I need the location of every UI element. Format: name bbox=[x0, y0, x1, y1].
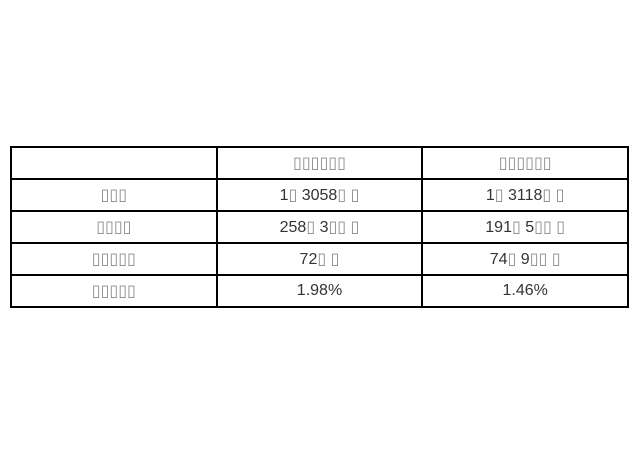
header-period-2: ▯▯▯▯▯▯ bbox=[422, 147, 628, 179]
row-label: ▯▯▯ bbox=[11, 179, 217, 211]
table-row bbox=[11, 243, 628, 275]
cell-value: 1.98% bbox=[217, 275, 423, 307]
cell-value: 74▯ 9▯▯ ▯ bbox=[422, 243, 628, 275]
cell-value: 72▯ ▯ bbox=[217, 243, 423, 275]
cell-value: 1.46% bbox=[422, 275, 628, 307]
cell-value: 191▯ 5▯▯ ▯ bbox=[422, 211, 628, 243]
financial-table bbox=[10, 146, 629, 308]
header-period-1: ▯▯▯▯▯▯ bbox=[217, 147, 423, 179]
header-corner-cell bbox=[11, 147, 217, 179]
row-label: ▯▯▯▯▯ bbox=[11, 275, 217, 307]
cell-value: 1▯ 3058▯ ▯ bbox=[217, 179, 423, 211]
table-row bbox=[11, 275, 628, 307]
table-row bbox=[11, 211, 628, 243]
row-label: ▯▯▯▯ bbox=[11, 211, 217, 243]
table-row bbox=[11, 179, 628, 211]
cell-value: 258▯ 3▯▯ ▯ bbox=[217, 211, 423, 243]
row-label: ▯▯▯▯▯ bbox=[11, 243, 217, 275]
cell-value: 1▯ 3118▯ ▯ bbox=[422, 179, 628, 211]
header-row bbox=[11, 147, 628, 179]
